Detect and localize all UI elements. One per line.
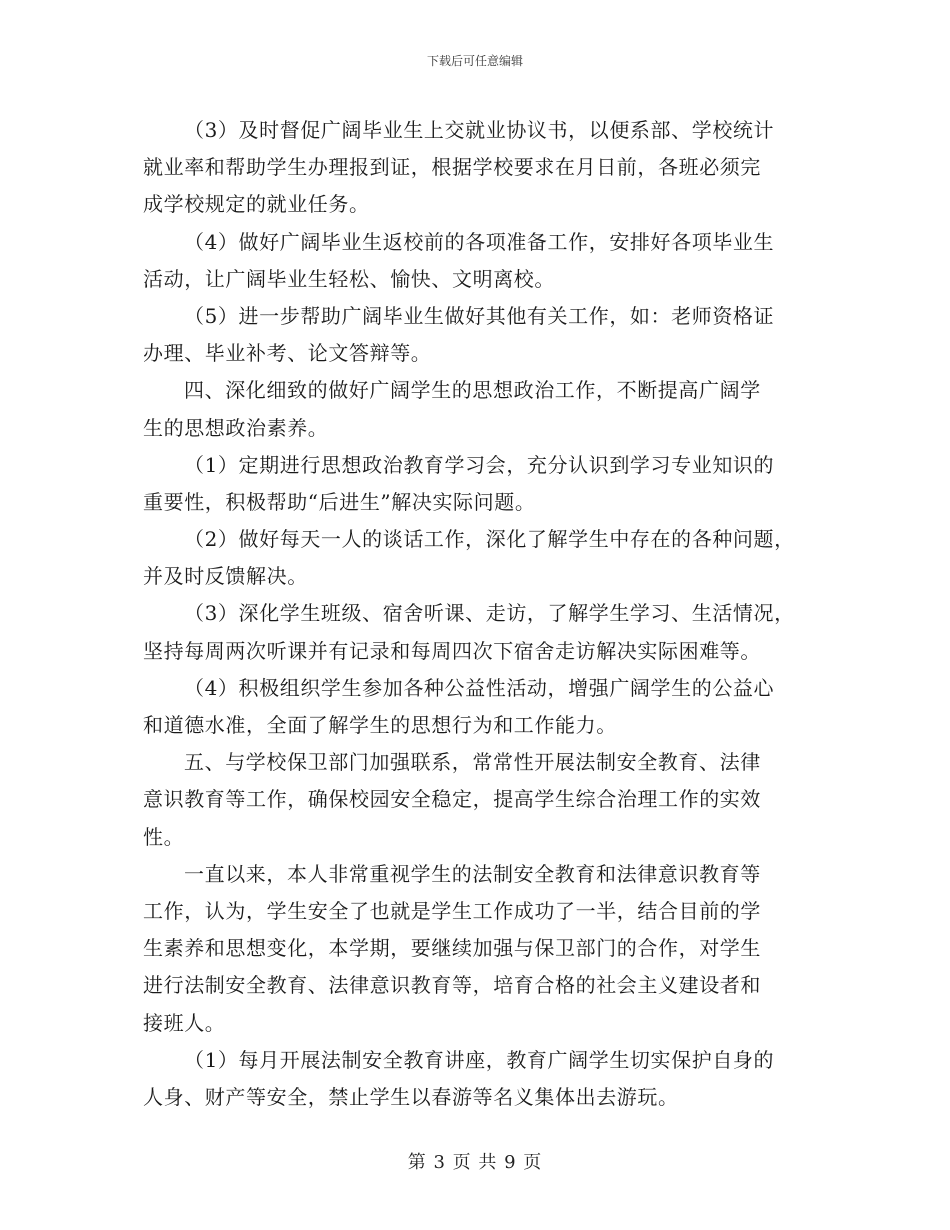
text-line: 四、深化细致的做好广阔学生的思想政治工作，不断提高广阔学 [184, 378, 761, 403]
text-line: 一直以来，本人非常重视学生的法制安全教育和法律意识教育等 [184, 861, 761, 886]
text-line: 接班人。 [143, 1010, 226, 1035]
text-line: 和道德水准，全面了解学生的思想行为和工作能力。 [143, 713, 617, 737]
text-line: 进行法制安全教育、法律意识教育等，培育合格的社会主义建设者和 [143, 973, 761, 998]
text-line: 坚持每周两次听课并有记录和每周四次下宿舍走访解决实际困难等。 [143, 638, 761, 663]
text-line: 办理、毕业补考、论文答辩等。 [143, 341, 432, 366]
document-body [143, 112, 833, 1116]
text-line: 并及时反馈解决。 [143, 564, 308, 589]
text-line: 生的思想政治素养。 [143, 415, 329, 440]
text-line: 成学校规定的就业任务。 [143, 192, 370, 217]
text-line: （1）每月开展法制安全教育讲座，教育广阔学生切实保护自身的 [184, 1047, 775, 1072]
text-line: （4）积极组织学生参加各种公益性活动，增强广阔学生的公益心 [184, 675, 775, 700]
text-line: 工作，认为，学生安全了也就是学生工作成功了一半，结合目前的学 [143, 898, 761, 923]
page-header-note: 下载后可任意编辑 [426, 54, 523, 68]
text-line: 就业率和帮助学生办理报到证，根据学校要求在月日前，各班必须完 [143, 155, 761, 180]
page-number-footer: 第 3 页 共 9 页 [407, 1152, 543, 1173]
text-line: （1）定期进行思想政治教育学习会，充分认识到学习专业知识的 [184, 452, 775, 477]
text-line: 性。 [143, 824, 185, 849]
text-line: （3）深化学生班级、宿舍听课、走访，了解学生学习、生活情况， [184, 601, 795, 626]
text-line: 重要性，积极帮助“后进生”解决实际问题。 [143, 489, 536, 514]
text-line: 活动，让广阔毕业生轻松、愉快、文明离校。 [143, 266, 555, 291]
text-line: （3）及时督促广阔毕业生上交就业协议书，以便系部、学校统计 [184, 118, 775, 142]
text-line: 五、与学校保卫部门加强联系，常常性开展法制安全教育、法律 [184, 750, 761, 775]
text-line: （4）做好广阔毕业生返校前的各项准备工作，安排好各项毕业生 [184, 229, 775, 254]
text-line: 人身、财产等安全，禁止学生以春游等名义集体出去游玩。 [143, 1084, 679, 1109]
text-line: （2）做好每天一人的谈话工作，深化了解学生中存在的各种问题， [184, 527, 795, 552]
text-line: 意识教育等工作，确保校园安全稳定，提高学生综合治理工作的实效 [143, 787, 761, 812]
text-line: 生素养和思想变化，本学期，要继续加强与保卫部门的合作，对学生 [143, 936, 761, 961]
text-line: （5）进一步帮助广阔毕业生做好其他有关工作，如：老师资格证 [184, 303, 775, 328]
